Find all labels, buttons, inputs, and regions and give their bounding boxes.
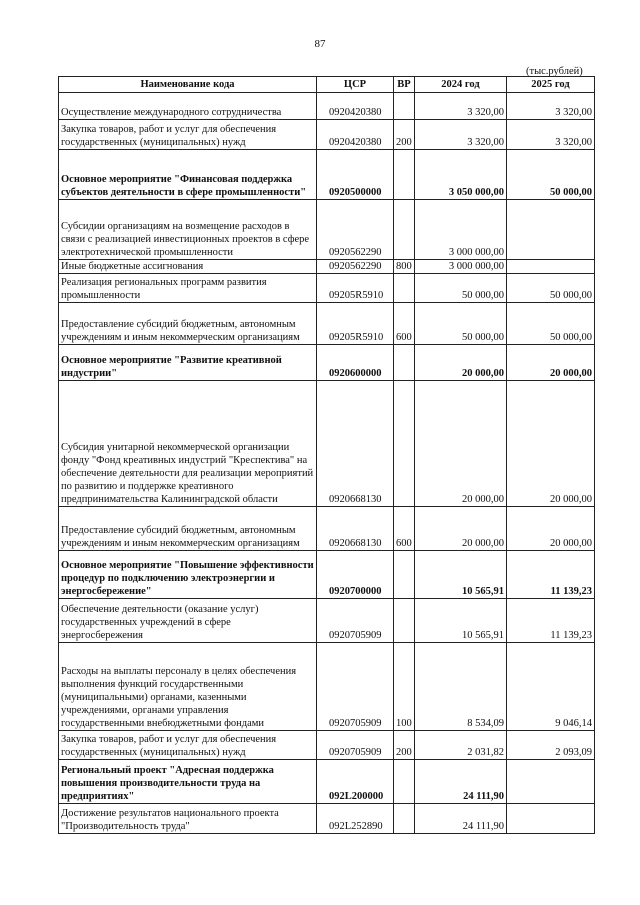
- cell-2024: 3 000 000,00: [415, 260, 507, 274]
- cell-name: Закупка товаров, работ и услуг для обеспечения государственных (муниципальных) нужд: [59, 731, 317, 760]
- cell-csr: 0920562290: [317, 200, 394, 260]
- cell-2025: 2 093,09: [507, 731, 595, 760]
- cell-name: Предоставление субсидий бюджетным, автономным учреждениям и иным некоммерческим организациям: [59, 507, 317, 551]
- cell-vr: [394, 200, 415, 260]
- cell-csr: 0920562290: [317, 260, 394, 274]
- cell-vr: [394, 599, 415, 643]
- cell-2025: [507, 804, 595, 834]
- cell-name: Субсидия унитарной некоммерческой организации фонду "Фонд креативных индустрий "Креспектива" на обеспечение деятельности для реализации мероприятий по развитию и поддержке креативного предпринимательства Калининградской области: [59, 381, 317, 507]
- cell-2025: 50 000,00: [507, 274, 595, 303]
- cell-csr: 0920420380: [317, 120, 394, 150]
- cell-vr: [394, 274, 415, 303]
- cell-name: Основное мероприятие "Финансовая поддержка субъектов деятельности в сфере промышленности": [59, 150, 317, 200]
- cell-vr: 800: [394, 260, 415, 274]
- table-row: [59, 804, 595, 834]
- cell-vr: [394, 345, 415, 381]
- cell-name: Достижение результатов национального проекта "Производительность труда": [59, 804, 317, 834]
- cell-2024: 10 565,91: [415, 599, 507, 643]
- cell-name: Основное мероприятие "Развитие креативной индустрии": [59, 345, 317, 381]
- cell-vr: [394, 150, 415, 200]
- cell-vr: 600: [394, 303, 415, 345]
- cell-2024: 3 320,00: [415, 120, 507, 150]
- cell-2025: [507, 200, 595, 260]
- cell-2025: 11 139,23: [507, 551, 595, 599]
- cell-csr: 0920705909: [317, 731, 394, 760]
- header-vr: ВР: [394, 77, 415, 93]
- unit-label: (тыс.рублей): [526, 66, 583, 77]
- cell-2024: 10 565,91: [415, 551, 507, 599]
- cell-2025: 11 139,23: [507, 599, 595, 643]
- table-row: [59, 274, 595, 303]
- header-name: Наименование кода: [59, 77, 317, 93]
- table-row: [59, 599, 595, 643]
- cell-2025: [507, 760, 595, 804]
- cell-2025: 20 000,00: [507, 345, 595, 381]
- cell-2024: 3 050 000,00: [415, 150, 507, 200]
- cell-csr: 092L200000: [317, 760, 394, 804]
- cell-2025: 3 320,00: [507, 120, 595, 150]
- cell-csr: 0920705909: [317, 643, 394, 731]
- cell-2024: 3 320,00: [415, 93, 507, 120]
- cell-csr: 0920600000: [317, 345, 394, 381]
- table-row: [59, 643, 595, 731]
- cell-2024: 24 111,90: [415, 760, 507, 804]
- cell-vr: [394, 551, 415, 599]
- cell-2025: 50 000,00: [507, 150, 595, 200]
- cell-2024: 20 000,00: [415, 345, 507, 381]
- table-header-row: [59, 77, 595, 93]
- cell-2024: 20 000,00: [415, 507, 507, 551]
- cell-csr: 0920420380: [317, 93, 394, 120]
- cell-csr: 09205R5910: [317, 303, 394, 345]
- table-row: [59, 760, 595, 804]
- cell-csr: 092L252890: [317, 804, 394, 834]
- cell-name: Субсидии организациям на возмещение расходов в связи с реализацией инвестиционных проектов в сфере электротехнической промышленности: [59, 200, 317, 260]
- cell-2024: 24 111,90: [415, 804, 507, 834]
- table-row: [59, 260, 595, 274]
- table-row: [59, 200, 595, 260]
- table-row: [59, 120, 595, 150]
- cell-vr: 600: [394, 507, 415, 551]
- page-number: 87: [314, 38, 326, 50]
- table-row: [59, 93, 595, 120]
- cell-vr: [394, 760, 415, 804]
- cell-csr: 09205R5910: [317, 274, 394, 303]
- table-row: [59, 303, 595, 345]
- cell-csr: 0920500000: [317, 150, 394, 200]
- cell-vr: [394, 381, 415, 507]
- cell-name: Осуществление международного сотрудничества: [59, 93, 317, 120]
- cell-2025: 20 000,00: [507, 381, 595, 507]
- header-2025: 2025 год: [507, 77, 595, 93]
- cell-2024: 50 000,00: [415, 303, 507, 345]
- header-csr: ЦСР: [317, 77, 394, 93]
- cell-name: Расходы на выплаты персоналу в целях обеспечения выполнения функций государственными (муниципальными) органами, казенными учреждениями, органами управления государственными внебюджетными фондами: [59, 643, 317, 731]
- cell-2025: [507, 260, 595, 274]
- cell-vr: [394, 93, 415, 120]
- cell-2025: 3 320,00: [507, 93, 595, 120]
- header-2024: 2024 год: [415, 77, 507, 93]
- cell-csr: 0920668130: [317, 381, 394, 507]
- cell-name: Реализация региональных программ развития промышленности: [59, 274, 317, 303]
- cell-2025: 9 046,14: [507, 643, 595, 731]
- cell-name: Региональный проект "Адресная поддержка повышения производительности труда на предприятиях": [59, 760, 317, 804]
- cell-2025: 20 000,00: [507, 507, 595, 551]
- cell-2024: 3 000 000,00: [415, 200, 507, 260]
- table-row: [59, 345, 595, 381]
- cell-2024: 50 000,00: [415, 274, 507, 303]
- cell-csr: 0920700000: [317, 551, 394, 599]
- cell-name: Иные бюджетные ассигнования: [59, 260, 317, 274]
- cell-vr: [394, 804, 415, 834]
- budget-table: [58, 76, 595, 834]
- cell-vr: 100: [394, 643, 415, 731]
- table-row: [59, 551, 595, 599]
- table-row: [59, 150, 595, 200]
- cell-vr: 200: [394, 120, 415, 150]
- table-row: [59, 731, 595, 760]
- cell-csr: 0920705909: [317, 599, 394, 643]
- cell-2024: 20 000,00: [415, 381, 507, 507]
- cell-name: Закупка товаров, работ и услуг для обеспечения государственных (муниципальных) нужд: [59, 120, 317, 150]
- table-row: [59, 381, 595, 507]
- cell-vr: 200: [394, 731, 415, 760]
- cell-name: Предоставление субсидий бюджетным, автономным учреждениям и иным некоммерческим организациям: [59, 303, 317, 345]
- table-row: [59, 507, 595, 551]
- cell-name: Основное мероприятие "Повышение эффективности процедур по подключению электроэнергии и энергосбережение": [59, 551, 317, 599]
- cell-name: Обеспечение деятельности (оказание услуг) государственных учреждений в сфере энергосбережения: [59, 599, 317, 643]
- cell-2024: 2 031,82: [415, 731, 507, 760]
- cell-2024: 8 534,09: [415, 643, 507, 731]
- cell-csr: 0920668130: [317, 507, 394, 551]
- cell-2025: 50 000,00: [507, 303, 595, 345]
